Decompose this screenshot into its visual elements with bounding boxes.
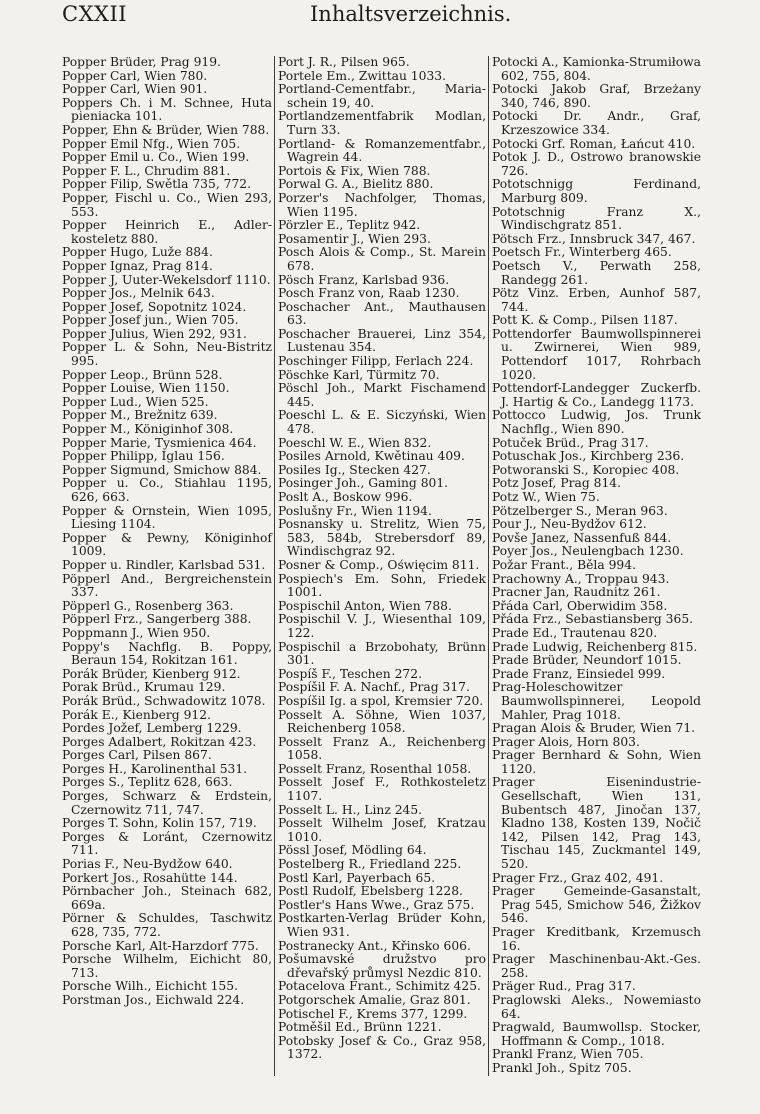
index-entry: Popper Philipp, Iglau 156. [62,449,225,464]
index-entry: Potobsky Josef & Co., Graz 958, 1372. [278,1033,486,1062]
index-entry: Präger Rud., Prag 317. [492,979,636,994]
index-entry: Porges Adalbert, Rokitzan 423. [62,734,257,749]
index-entry: Prachowny A., Troppau 943. [492,571,670,586]
index-entry: Porges T. Sohn, Kolin 157, 719. [62,816,257,831]
index-entry: Pösch Franz, Karlsbad 936. [278,272,450,287]
index-entry: Přáda Frz., Sebastiansberg 365. [492,612,694,627]
index-entry: Popper Hugo, Luže 884. [62,245,213,260]
index-entry: Popper J, Uuter-Wekelsdorf 1110. [62,272,271,287]
index-entry: Pöpperl G., Rosenberg 363. [62,598,234,613]
index-entry: Potocki Grf. Roman, Łańcut 410. [492,136,696,151]
index-entry: Popper, Fischl u. Co., Wien 293, 553. [62,190,272,219]
index-entry: Přáda Carl, Oberwidim 358. [492,598,668,613]
index-entry: Posselt Franz, Rosenthal 1058. [278,761,472,776]
index-column-2 [278,56,486,1062]
index-entry: Pötzelberger S., Meran 963. [492,503,668,518]
index-entry: Porstman Jos., Eichwald 224. [62,992,245,1007]
index-entry: Pototschnigg Ferdinand, Marburg 809. [492,177,701,205]
index-entry: Požar Frant., Běla 994. [492,557,636,572]
index-entry: Pottendorf-Landegger Zuckerfb. J. Hartig & Co., Landegg 1173. [492,381,701,409]
index-entry: Pöschl Joh., Markt Fischamend 445. [278,381,486,409]
index-entry: Poetsch Fr., Winterberg 465. [492,245,672,260]
index-entry: Potischel F., Krems 377, 1299. [278,1006,468,1021]
index-entry: Prager Gemeinde-Gasanstalt, Prag 545, Smichow 546, Žižkov 546. [492,884,701,926]
index-entry: Potgorschek Amalie, Graz 801. [278,992,471,1007]
index-entry: Postkarten-Verlag Brüder Kohn, Wien 931. [278,911,486,939]
index-entry: Potuček Brüd., Prag 317. [492,435,649,450]
index-entry: Popper u. Rindler, Karlsbad 531. [62,557,266,572]
index-entry: Popper Carl, Wien 780. [62,68,208,83]
index-entry: Potz Josef, Prag 814. [492,476,622,491]
index-entry: Pracner Jan, Raudnitz 261. [492,585,661,600]
index-entry: Posiles Arnold, Kwětinau 409. [278,449,465,464]
index-entry: Posner & Comp., Oświęcim 811. [278,557,480,572]
index-entry: Potuschak Jos., Kirchberg 236. [492,449,685,464]
index-entry: Pöschke Karl, Türmitz 70. [278,367,440,382]
index-entry: Porwal G. A., Bielitz 880. [278,177,434,192]
index-entry: Popper F. L., Chrudim 881. [62,163,231,178]
index-entry: Porias F., Neu-Bydžow 640. [62,857,233,872]
page-title: Inhaltsverzeichnis. [310,2,512,26]
index-entry: Pragwald, Baumwollsp. Stocker, Hoffmann & Comp., 1018. [492,1020,701,1048]
index-entry: Pöpperl And., Bergreichenstein 337. [62,571,272,600]
index-entry: Posch Franz von, Raab 1230. [278,286,460,301]
index-entry: Popper u. Co., Stiahlau 1195, 626, 663. [62,476,272,504]
index-entry: Popper Emil Nfg., Wien 705. [62,136,241,151]
index-entry: Pospischil V. J., Wiesenthal 109, 122. [278,612,486,640]
index-entry: Porges & Loránt, Czernowitz 711. [62,829,272,858]
index-entry: Prager Frz., Graz 402, 491. [492,870,664,885]
index-entry: Popper M., Brežnitz 639. [62,408,218,423]
index-entry: Poschacher Ant., Mauthausen 63. [278,299,486,328]
index-entry: Posamentir J., Wien 293. [278,231,431,246]
index-entry: Poschacher Brauerei, Linz 354, Lustenau 354. [278,326,486,355]
index-entry: Popper Josef jun., Wien 705. [62,313,239,328]
index-entry: Pörnbacher Joh., Steinach 682, 669a. [62,884,272,912]
index-entry: Portois & Fix, Wien 788. [278,163,431,178]
index-entry: Popper L. & Sohn, Neu-Bistritz 995. [62,340,272,369]
index-entry: Porák Brüder, Kienberg 912. [62,666,241,681]
index-entry: Posch Alois & Comp., St. Marein 678. [278,245,486,273]
index-entry: Pošumavské družstvo pro dřevařský průmysl Nezdic 810. [278,952,486,980]
index-entry: Pottendorfer Baumwollspinnerei u. Zwirnerei, Wien 989, Pottendorf 1017, Rohrbach 1020. [492,326,701,382]
index-entry: Potocki Jakob Graf, Brzeżany 340, 746, 890. [492,82,701,110]
index-entry: Porkert Jos., Rosahütte 144. [62,870,238,885]
index-entry: Potacelova Frant., Schimitz 425. [278,979,481,994]
index-entry: Poeschl W. E., Wien 832. [278,435,432,450]
index-entry: Prager Kreditbank, Krzemusch 16. [492,925,701,953]
index-entry: Popper & Pewny, Königinhof 1009. [62,530,272,559]
index-entry: Pöpperl Frz., Sangerberg 388. [62,612,252,627]
index-entry: Popper, Ehn & Brüder, Wien 788. [62,122,270,137]
index-entry: Posinger Joh., Gaming 801. [278,476,449,491]
index-entry: Prankl Joh., Spitz 705. [492,1060,632,1075]
index-entry: Portlandzementfabrik Modlan, Turn 33. [278,109,486,137]
index-entry: Posiles Ig., Stecken 427. [278,462,431,477]
index-entry: Porges, Schwarz & Erdstein, Czernowitz 711, 747. [62,789,272,817]
index-entry: Pragan Alois & Bruder, Wien 71. [492,721,696,736]
column-divider [488,56,489,1076]
index-entry: Potworanski S., Koropiec 408. [492,462,680,477]
index-entry: Popper Lud., Wien 525. [62,394,209,409]
index-entry: Pottocco Ludwig, Jos. Trunk Nachflg., Wien 890. [492,408,701,437]
index-entry: Porak Brüd., Krumau 129. [62,680,226,695]
index-entry: Prade Ludwig, Reichenberg 815. [492,639,698,654]
index-entry: Popper Emil u. Co., Wien 199. [62,150,250,165]
index-entry: Poppmann J., Wien 950. [62,625,211,640]
index-entry: Posselt Wilhelm Josef, Kratzau 1010. [278,816,486,844]
index-entry: Praglowski Aleks., Nowemiasto 64. [492,992,701,1021]
index-entry: Povše Janez, Nassenfuß 844. [492,530,672,545]
index-entry: Postl Rudolf, Ebelsberg 1228. [278,884,463,899]
index-entry: Posselt L. H., Linz 245. [278,802,423,817]
index-entry: Poppy's Nachflg. B. Poppy, Beraun 154, Rokitzan 161. [62,639,272,668]
index-entry: Popper Julius, Wien 292, 931. [62,326,247,341]
index-entry: Pörner & Schuldes, Taschwitz 628, 735, 772. [62,911,272,939]
index-entry: Prade Franz, Einsiedel 999. [492,666,666,681]
index-entry: Popper Ignaz, Prag 814. [62,258,213,273]
index-entry: Popper Jos., Melnik 643. [62,286,215,301]
index-entry: Prade Ed., Trautenau 820. [492,625,658,640]
index-entry: Postl Karl, Payerbach 65. [278,870,436,885]
index-entry: Pototschnig Franz X., Windischgratz 851. [492,204,701,233]
index-entry: Posselt A. Söhne, Wien 1037, Reichenberg 1058. [278,707,486,736]
index-entry: Postranecky Ant., Křinsko 606. [278,938,471,953]
index-entry: Portland-Cementfabr., Maria-schein 19, 40. [278,82,486,110]
index-entry: Prager Maschinenbau-Akt.-Ges. 258. [492,952,701,980]
index-entry: Porsche Wilhelm, Eichicht 80, 713. [62,952,272,980]
index-entry: Popper M., Königinhof 308. [62,422,234,437]
index-entry: Popper & Ornstein, Wien 1095, Liesing 1104. [62,503,272,532]
index-entry: Popper Louise, Wien 1150. [62,381,230,396]
index-entry: Pötz Vinz. Erben, Aunhof 587, 744. [492,286,701,314]
index-entry: Potměšil Ed., Brünn 1221. [278,1020,442,1035]
index-entry: Pörzler E., Teplitz 942. [278,218,421,233]
index-entry: Prag-Holeschowitzer Baumwollspinnerei, Leopold Mahler, Prag 1018. [492,680,701,722]
column-divider [274,56,275,1076]
index-column-3 [492,56,701,1076]
index-entry: Pott K. & Comp., Pilsen 1187. [492,313,678,328]
index-entry: Portland- & Romanzementfabr., Wagrein 44. [278,136,486,165]
index-entry: Potocki Dr. Andr., Graf, Krzeszowice 334. [492,109,701,137]
index-entry: Porák Brüd., Schwadowitz 1078. [62,693,266,708]
index-entry: Poschinger Filipp, Ferlach 224. [278,354,474,369]
index-entry: Popper Heinrich E., Adler-kosteletz 880. [62,218,272,246]
index-entry: Prade Brüder, Neundorf 1015. [492,653,682,668]
index-entry: Porzer's Nachfolger, Thomas, Wien 1195. [278,190,486,219]
index-entry: Porges Carl, Pilsen 867. [62,748,212,763]
index-entry: Pospíš F., Teschen 272. [278,666,422,681]
index-entry: Poeschl L. & E. Siczyński, Wien 478. [278,408,486,437]
page-number: CXXII [62,2,128,26]
index-entry: Pordes Jožef, Lemberg 1229. [62,721,242,736]
index-entry: Porsche Karl, Alt-Harzdorf 775. [62,938,259,953]
index-entry: Poslt A., Boskow 996. [278,490,413,504]
index-entry: Poppers Ch. i M. Schnee, Huta pieniacka 101. [62,95,272,124]
index-entry: Potok J. D., Ostrowo branowskie 726. [492,150,701,178]
index-entry: Potz W., Wien 75. [492,490,600,504]
index-entry: Popper Carl, Wien 901. [62,82,208,97]
index-entry: Prager Bernhard & Sohn, Wien 1120. [492,748,701,776]
index-entry: Pour J., Neu-Bydžov 612. [492,517,647,532]
index-entry: Posselt Franz A., Reichenberg 1058. [278,734,486,763]
index-entry: Portele Em., Zwittau 1033. [278,68,447,83]
index-entry: Porsche Wilh., Eichicht 155. [62,979,238,994]
index-entry: Porges H., Karolinenthal 531. [62,761,248,776]
index-entry: Popper Josef, Sopotnitz 1024. [62,299,247,314]
index-entry: Poslušny Fr., Wien 1194. [278,503,432,518]
index-entry: Popper Marie, Tysmienica 464. [62,435,257,450]
index-entry: Pötsch Frz., Innsbruck 347, 467. [492,231,696,246]
index-entry: Potocki A., Kamionka-Strumiłowa 602, 755, 804. [492,55,701,83]
index-entry: Popper Filip, Swětla 735, 772. [62,177,252,192]
index-entry: Postelberg R., Friedland 225. [278,857,462,872]
index-entry: Prager Alois, Horn 803. [492,734,640,749]
index-entry: Popper Sigmund, Smichow 884. [62,462,262,477]
index-entry: Popper Leop., Brünn 528. [62,367,223,382]
index-entry: Posselt Josef F., Rothkosteletz 1107. [278,775,486,804]
index-entry: Posnansky u. Strelitz, Wien 75, 583, 584b, Strebersdorf 89, Windischgraz 92. [278,517,486,559]
page-header [0,0,760,40]
index-entry: Pospiech's Em. Sohn, Friedek 1001. [278,571,486,600]
index-column-1 [62,56,272,1008]
index-entry: Porák E., Kienberg 912. [62,707,211,722]
index-entry: Poyer Jos., Neulengbach 1230. [492,544,684,559]
index-entry: Pospíšil F. A. Nachf., Prag 317. [278,680,470,695]
index-entry: Pospíšil Ig. a spol, Kremsier 720. [278,693,484,708]
index-entry: Prankl Franz, Wien 705. [492,1047,644,1062]
index-entry: Pössl Josef, Mödling 64. [278,843,427,858]
index-entry: Porges S., Teplitz 628, 663. [62,775,233,790]
index-entry: Pospischil Anton, Wien 788. [278,598,452,613]
index-entry: Pospischil a Brzobohaty, Brünn 301. [278,639,486,668]
index-entry: Postler's Hans Wwe., Graz 575. [278,897,475,912]
index-entry: Popper Brüder, Prag 919. [62,55,221,69]
index-entry: Poetsch V., Perwath 258, Randegg 261. [492,258,701,287]
index-entry: Prager Eisenindustrie-Gesellschaft, Wien 131, Bubentsch 487, Jinočan 137, Kladno 138, Kosten 139, Nočič 142, Pilsen 142, Prag 143, Tischau 145, Zuckmantel 149, 520. [492,775,701,872]
index-entry: Port J. R., Pilsen 965. [278,55,410,69]
